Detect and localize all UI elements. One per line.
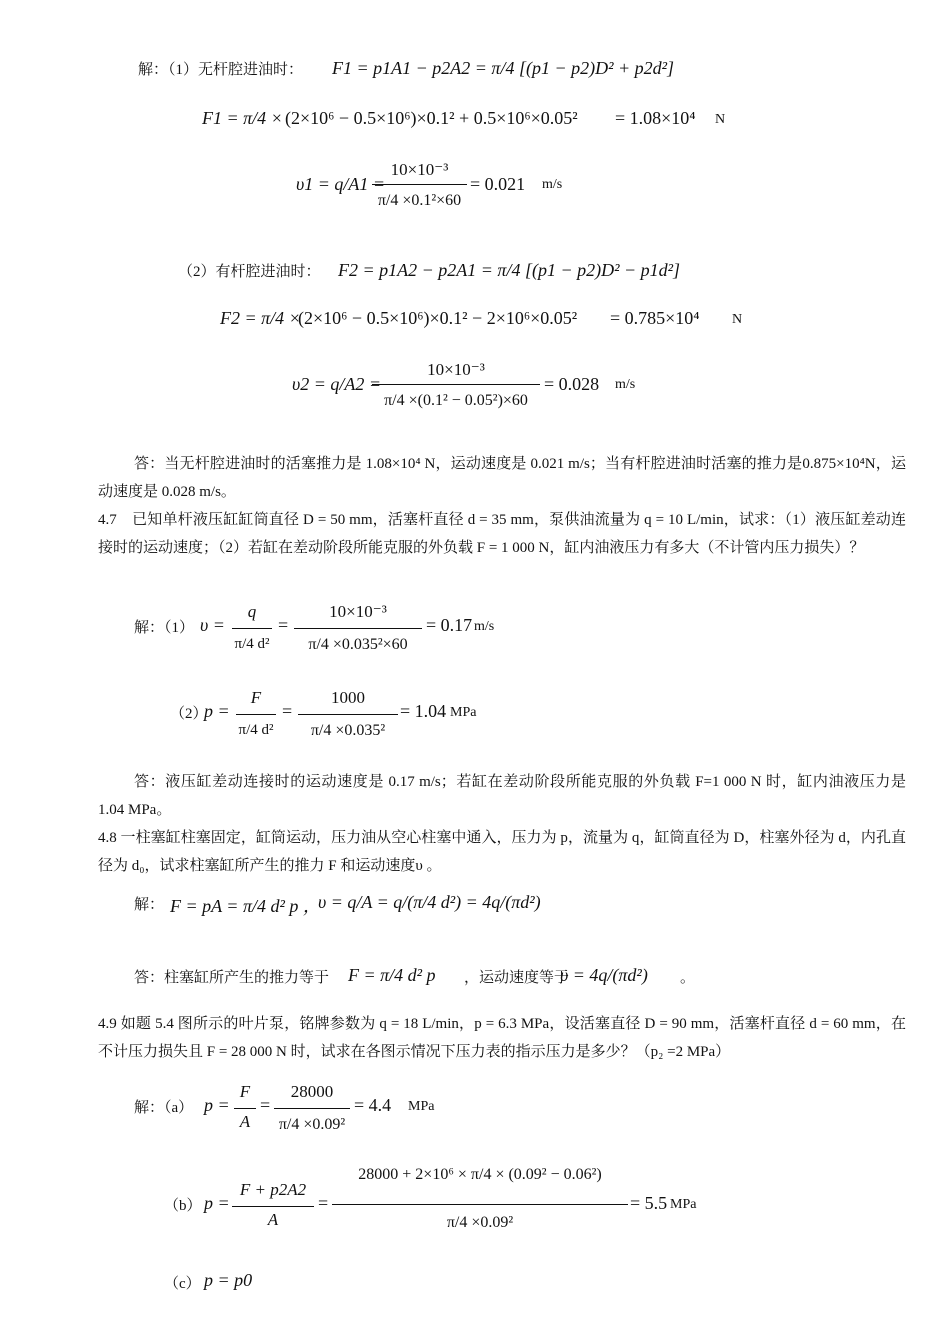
sol2-calc-body: (2×10⁶ − 0.5×10⁶)×0.1² − 2×10⁶×0.05² bbox=[298, 308, 578, 328]
sol2-v-bar bbox=[372, 384, 540, 385]
sol47-v-unit: m/s bbox=[474, 619, 495, 634]
sol49-a-f2-num: 28000 bbox=[290, 1082, 334, 1101]
sol1-label: 解：（1）无杆腔进油时： bbox=[138, 62, 304, 78]
sol49-b-f1-num: F + p2A2 bbox=[239, 1180, 307, 1199]
sol47-eq2: = bbox=[282, 701, 293, 721]
sol2-calc-unit: N bbox=[732, 312, 743, 327]
sol47-v-f2-bar bbox=[294, 628, 422, 629]
sol49-a-f2-den: π/4 ×0.09² bbox=[278, 1116, 346, 1133]
sol47-v-f2-den: π/4 ×0.035²×60 bbox=[308, 636, 408, 653]
sol1-v-bar bbox=[372, 184, 467, 185]
sol2-v-unit: m/s bbox=[615, 377, 636, 392]
q48: 4.8 一柱塞缸柱塞固定，缸筒运动，压力油从空心柱塞中通入，压力为 p，流量为 q，缸筒直径为 D，柱塞外径为 d，内孔直径为 d₀，试求柱塞缸所产生的推力 F 和运动速度υ 。 bbox=[98, 830, 906, 874]
sol47-label2: （2） bbox=[170, 706, 208, 722]
sol49-a-lhs: p = bbox=[204, 1095, 230, 1115]
sol47-v-f1-den: π/4 d² bbox=[234, 636, 270, 652]
sol49-eq-b: = bbox=[318, 1193, 329, 1213]
answer48-v-expr: υ = 4q/(πd²) bbox=[560, 965, 648, 985]
sol47-p-unit: MPa bbox=[450, 705, 477, 720]
sol49-b-f2-bar bbox=[332, 1204, 628, 1205]
sol1-v-num: 10×10⁻³ bbox=[390, 160, 449, 179]
q49: 4.9 如题 5.4 图所示的叶片泵，铭牌参数为 q = 18 L/min，p = 6.3 MPa，设活塞直径 D = 90 mm，活塞杆直径 d = 60 mm，在不计压力损失且 F = 28 000 N 时，试求在各图示情况下压力表的指示压力是多少？（p₂ =2 MPa） bbox=[98, 1016, 906, 1060]
sol49-eq-a: = bbox=[260, 1095, 271, 1115]
q47: 4.7 已知单杆液压缸缸筒直径 D = 50 mm，活塞杆直径 d = 35 mm，泵供油流量为 q = 10 L/min，试求：（1）液压缸差动连接时的运动速度；（2）若缸在差动阶段所能克服的外负载 F = 1 000 N，缸内油液压力有多大（不计管内压力损失）？ bbox=[98, 512, 906, 556]
sol1-calc-body: (2×10⁶ − 0.5×10⁶)×0.1² + 0.5×10⁶×0.05² bbox=[285, 108, 578, 128]
sol1-v-unit: m/s bbox=[542, 177, 563, 192]
sol1-v-result: = 0.021 bbox=[470, 174, 526, 194]
sol49-b-result: = 5.5 bbox=[630, 1193, 668, 1213]
sol49-a-unit: MPa bbox=[408, 1099, 435, 1114]
sol47-p-lhs: p = bbox=[204, 701, 230, 721]
sol47-eq1: = bbox=[278, 615, 289, 635]
sol2-calc-lhs: F2 = π/4 × bbox=[220, 308, 301, 328]
sol2-formula: F2 = p1A2 − p2A1 = π/4 [(p1 − p2)D² − p1d²] bbox=[338, 260, 681, 280]
sol1-calc-result: = 1.08×10⁴ bbox=[615, 108, 696, 128]
sol49-b-f2-den: π/4 ×0.09² bbox=[446, 1214, 514, 1231]
sol2-calc-result: = 0.785×10⁴ bbox=[610, 308, 700, 328]
sol49-a-f1-num: F bbox=[239, 1082, 251, 1101]
sol49-a-result: = 4.4 bbox=[354, 1095, 392, 1115]
sol48-label: 解： bbox=[134, 897, 165, 913]
sol2-v-num: 10×10⁻³ bbox=[427, 360, 485, 379]
sol49-b-f1-den: A bbox=[267, 1210, 279, 1229]
sol1-v-lhs: υ1 = q/A1 = bbox=[296, 174, 386, 194]
answer1: 答：当无杆腔进油时的活塞推力是 1.08×10⁴ N，运动速度是 0.021 m/s；当有杆腔进油时活塞的推力是0.875×10⁴N，运动速度是 0.028 m/s。 bbox=[98, 456, 906, 500]
sol2-v-result: = 0.028 bbox=[544, 374, 600, 394]
sol2-v-den: π/4 ×(0.1² − 0.05²)×60 bbox=[384, 392, 528, 409]
sol1-formula: F1 = p1A1 − p2A2 = π/4 [(p1 − p2)D² + p2d²] bbox=[332, 58, 675, 78]
sol47-p-f2-bar bbox=[298, 714, 398, 715]
sol49-label-b: （b） bbox=[164, 1198, 202, 1214]
sol1-v-den: π/4 ×0.1²×60 bbox=[377, 192, 462, 209]
sol48-v-expr: υ = q/A = q/(π/4 d²) = 4q/(πd²) bbox=[318, 892, 541, 912]
sol47-p-f1-num: F bbox=[250, 688, 262, 707]
sol49-b-f1-bar bbox=[232, 1206, 314, 1207]
sol47-p-f1-den: π/4 d² bbox=[238, 722, 274, 738]
sol47-p-result: = 1.04 bbox=[400, 701, 447, 721]
sol49-a-f1-bar bbox=[234, 1108, 256, 1109]
sol49-b-lhs: p = bbox=[204, 1193, 230, 1213]
sol47-v-f1-num: q bbox=[247, 602, 257, 621]
answer48-prefix: 答：柱塞缸所产生的推力等于 bbox=[134, 970, 330, 986]
sol1-calc-unit: N bbox=[715, 112, 726, 127]
sol47-p-f1-bar bbox=[236, 714, 276, 715]
sol49-label-c: （c） bbox=[164, 1276, 201, 1292]
sol49-label-a: 解：（a） bbox=[134, 1100, 194, 1116]
sol2-v-lhs: υ2 = q/A2 = bbox=[292, 374, 382, 394]
sol47-v-result: = 0.17 bbox=[426, 615, 473, 635]
sol47-v-lhs: υ = bbox=[200, 615, 225, 635]
sol49-a-f2-bar bbox=[274, 1108, 350, 1109]
sol47-v-f1-bar bbox=[232, 628, 272, 629]
sol47-p-f2-num: 1000 bbox=[331, 688, 365, 707]
sol49-c-expr: p = p0 bbox=[204, 1270, 253, 1290]
sol47-label1: 解：（1） bbox=[134, 620, 195, 636]
sol47-p-f2-den: π/4 ×0.035² bbox=[310, 722, 386, 739]
sol48-F-expr: F = pA = π/4 d² p ， bbox=[170, 896, 321, 916]
answer48-mid: ，运动速度等于 bbox=[464, 970, 570, 986]
answer48-suffix: 。 bbox=[680, 970, 696, 986]
sol49-b-unit: MPa bbox=[670, 1197, 697, 1212]
sol47-v-f2-num: 10×10⁻³ bbox=[329, 602, 387, 621]
sol2-label: （2）有杆腔进油时： bbox=[178, 264, 321, 280]
sol49-b-f2-num: 28000 + 2×10⁶ × π/4 × (0.09² − 0.06²) bbox=[358, 1166, 602, 1183]
sol49-a-f1-den: A bbox=[239, 1112, 251, 1131]
sol1-calc-lhs: F1 = π/4 × bbox=[202, 108, 283, 128]
answer48-F-expr: F = π/4 d² p bbox=[348, 965, 436, 985]
answer47: 答：液压缸差动连接时的运动速度是 0.17 m/s；若缸在差动阶段所能克服的外负载 F=1 000 N 时，缸内油液压力是 1.04 MPa。 bbox=[98, 774, 906, 818]
